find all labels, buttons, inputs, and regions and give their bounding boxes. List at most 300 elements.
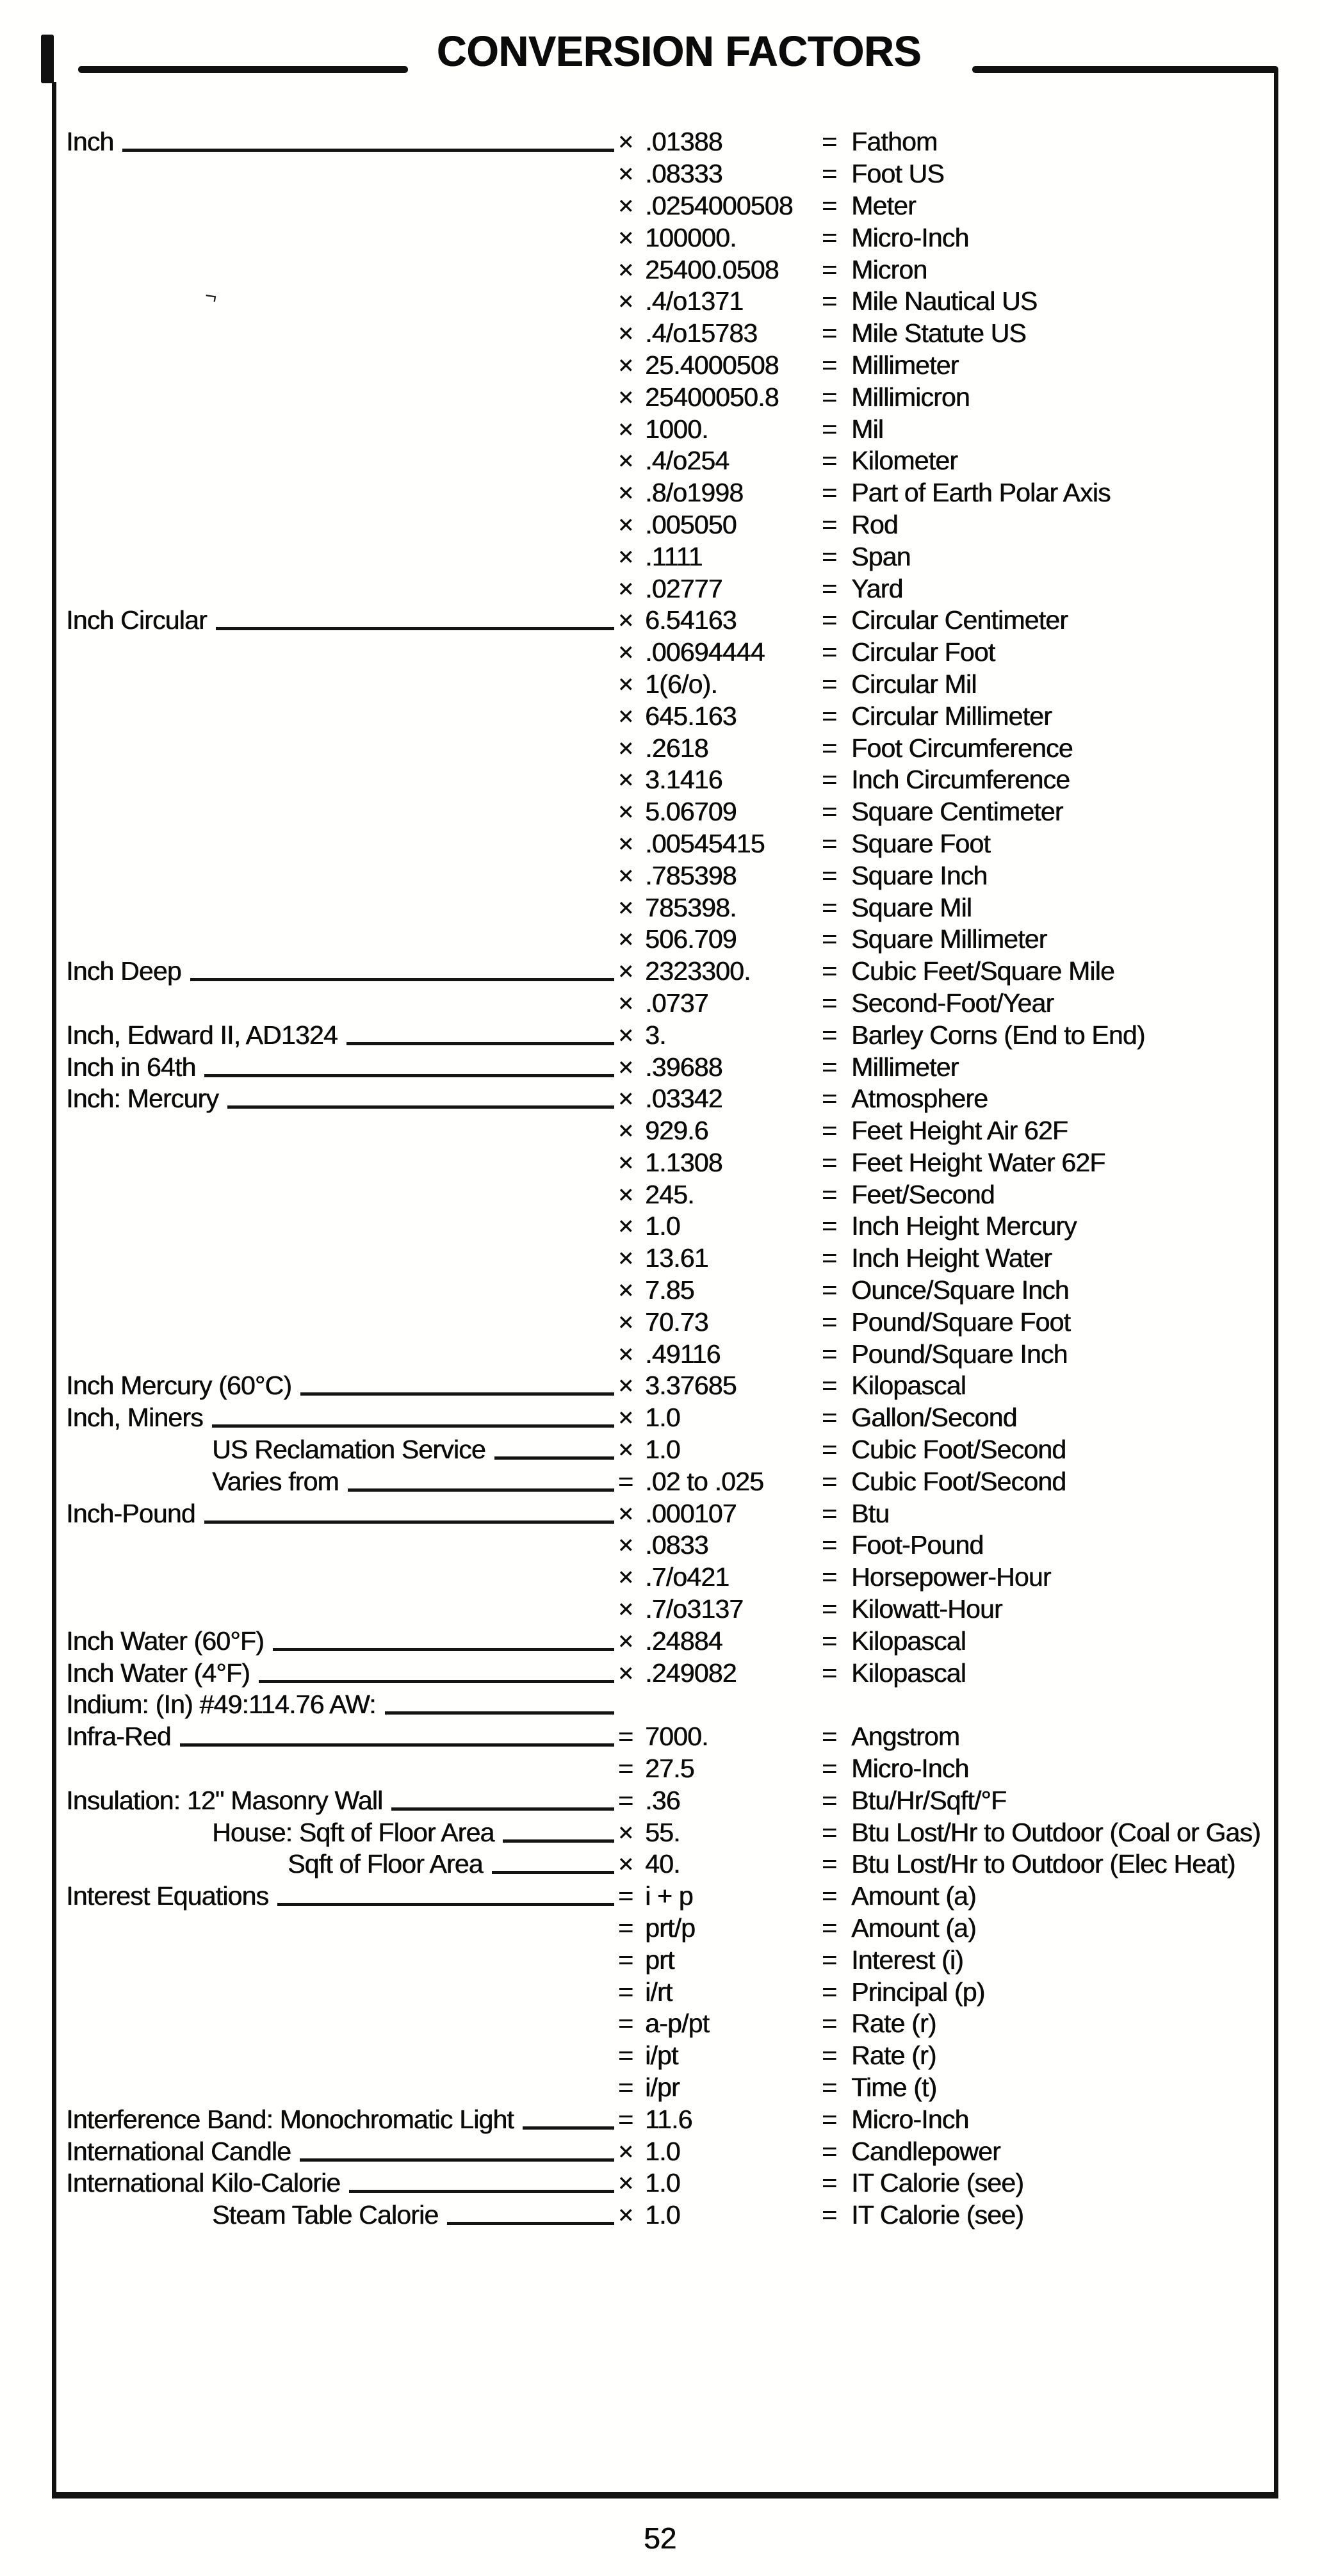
factor-value: .4/o254 xyxy=(645,446,729,476)
result-unit: Square Inch xyxy=(851,860,988,890)
leader-line xyxy=(75,1276,614,1300)
factor-operator: = xyxy=(618,1881,633,1911)
equals-sign: = xyxy=(822,2168,837,2198)
leader-line xyxy=(391,1787,614,1811)
factor-operator: × xyxy=(618,988,633,1018)
leader-line xyxy=(346,1022,614,1045)
result-cell xyxy=(822,1339,1270,1369)
equals-sign: = xyxy=(822,1371,837,1401)
table-row xyxy=(66,988,1270,1020)
result-unit: Btu Lost/Hr to Outdoor (Coal or Gas) xyxy=(851,1817,1260,1847)
equals-sign: = xyxy=(822,669,837,699)
table-row xyxy=(66,796,1270,828)
leader-line xyxy=(349,2169,614,2193)
factor-cell xyxy=(618,191,822,221)
factor-cell xyxy=(618,829,822,859)
table-row xyxy=(66,573,1270,605)
table-row xyxy=(66,732,1270,764)
result-unit: Millimeter xyxy=(851,1052,959,1082)
leader-line xyxy=(300,1372,614,1396)
factor-cell xyxy=(618,478,822,508)
table-row xyxy=(66,2135,1270,2167)
factor-value: .01388 xyxy=(645,127,722,157)
equals-sign: = xyxy=(822,1116,837,1146)
result-unit: Micro-Inch xyxy=(851,222,969,252)
result-cell xyxy=(822,1084,1270,1114)
factor-operator: × xyxy=(618,892,633,922)
table-row xyxy=(66,1848,1270,1880)
equals-sign: = xyxy=(822,2136,837,2166)
result-unit: IT Calorie (see) xyxy=(851,2168,1023,2198)
factor-cell xyxy=(618,1339,822,1369)
table-row xyxy=(66,1721,1270,1753)
result-unit: Foot US xyxy=(851,159,944,189)
result-unit: Foot-Pound xyxy=(851,1530,984,1560)
equals-sign: = xyxy=(822,605,837,635)
result-cell xyxy=(822,1722,1270,1752)
result-unit: Mile Nautical US xyxy=(851,286,1038,316)
table-row xyxy=(66,764,1270,796)
factor-value: .39688 xyxy=(645,1052,722,1082)
factor-operator: × xyxy=(618,1658,633,1688)
factor-cell xyxy=(618,159,822,189)
result-cell xyxy=(822,1467,1270,1497)
leader-line xyxy=(75,320,614,343)
equals-sign: = xyxy=(822,1530,837,1560)
factor-operator: × xyxy=(618,1052,633,1082)
result-unit: Foot Circumference xyxy=(851,733,1073,763)
result-unit: Span xyxy=(851,541,911,571)
result-unit: Cubic Foot/Second xyxy=(851,1466,1066,1496)
factor-value: 2323300. xyxy=(645,956,751,986)
factor-operator: × xyxy=(618,1403,633,1433)
factor-cell xyxy=(618,382,822,412)
table-row xyxy=(66,1976,1270,2008)
equals-sign: = xyxy=(822,286,837,316)
equals-sign: = xyxy=(822,446,837,476)
factor-cell xyxy=(618,2009,822,2039)
table-row xyxy=(66,1083,1270,1115)
factor-cell xyxy=(618,350,822,380)
factor-cell xyxy=(618,1116,822,1146)
equals-sign: = xyxy=(822,1084,837,1114)
equals-sign: = xyxy=(822,1626,837,1656)
table-row xyxy=(66,2167,1270,2199)
result-cell xyxy=(822,159,1270,189)
factor-operator: = xyxy=(618,2073,633,2102)
table-row xyxy=(66,381,1270,413)
result-unit: Kilopascal xyxy=(851,1626,966,1656)
result-cell xyxy=(822,1116,1270,1146)
result-unit: Circular Mil xyxy=(851,669,977,699)
table-row xyxy=(66,1019,1270,1051)
leader-line xyxy=(75,1308,614,1332)
leader-line xyxy=(75,575,614,599)
result-cell xyxy=(822,1626,1270,1656)
row-label: Inch Mercury (60°C) xyxy=(66,1371,292,1401)
leader-line xyxy=(190,958,614,981)
table-row xyxy=(66,1306,1270,1338)
factor-operator: × xyxy=(618,382,633,412)
leader-line xyxy=(277,1882,614,1906)
factor-operator: = xyxy=(618,1466,633,1496)
result-unit: Feet Height Air 62F xyxy=(851,1116,1068,1146)
equals-sign: = xyxy=(822,509,837,539)
factor-cell xyxy=(618,733,822,763)
result-cell xyxy=(822,605,1270,635)
equals-sign: = xyxy=(822,797,837,827)
leader-line xyxy=(75,830,614,854)
factor-operator: × xyxy=(618,446,633,476)
row-label: Interference Band: Monochromatic Light xyxy=(66,2104,514,2134)
result-unit: Atmosphere xyxy=(851,1084,988,1114)
factor-value: 645.163 xyxy=(645,701,737,731)
equals-sign: = xyxy=(822,2041,837,2071)
factor-cell xyxy=(618,255,822,285)
equals-sign: = xyxy=(822,1211,837,1241)
factor-value: 1.0 xyxy=(645,2136,680,2166)
factor-operator: × xyxy=(618,1435,633,1465)
stray-scan-mark: ¬ xyxy=(203,283,219,309)
result-cell xyxy=(822,191,1270,221)
table-row xyxy=(66,222,1270,254)
factor-cell xyxy=(618,1435,822,1465)
leader-line xyxy=(204,1054,614,1077)
table-row xyxy=(66,541,1270,573)
result-cell xyxy=(822,1945,1270,1975)
equals-sign: = xyxy=(822,1179,837,1209)
leader-line xyxy=(523,2106,614,2130)
factor-operator: × xyxy=(618,701,633,731)
leader-line xyxy=(75,894,614,918)
result-unit: Millimeter xyxy=(851,350,959,380)
factor-value: .8/o1998 xyxy=(645,478,744,508)
factor-value: 506.709 xyxy=(645,924,737,954)
table-row xyxy=(66,1561,1270,1594)
factor-cell xyxy=(618,1754,822,1784)
result-unit: Square Centimeter xyxy=(851,797,1063,827)
result-cell xyxy=(822,861,1270,891)
factor-value: 100000. xyxy=(645,222,737,252)
result-cell xyxy=(822,2137,1270,2167)
result-cell xyxy=(822,414,1270,444)
result-cell xyxy=(822,1435,1270,1465)
factor-value: a-p/pt xyxy=(645,2009,710,2039)
factor-operator: × xyxy=(618,1626,633,1656)
table-row xyxy=(66,1784,1270,1816)
factor-value: .0254000508 xyxy=(645,190,793,220)
table-row xyxy=(66,509,1270,541)
leader-line xyxy=(75,2074,614,2098)
factor-operator: × xyxy=(618,956,633,986)
factor-value: prt xyxy=(645,1944,674,1975)
table-row xyxy=(66,1529,1270,1561)
leader-line xyxy=(300,2138,614,2162)
leader-line xyxy=(385,1691,614,1715)
result-cell xyxy=(822,2041,1270,2071)
table-row xyxy=(66,2072,1270,2104)
factor-value: 785398. xyxy=(645,892,737,922)
factor-value: 40. xyxy=(645,1849,680,1879)
factor-cell xyxy=(618,1020,822,1050)
factor-cell xyxy=(618,2073,822,2103)
result-cell xyxy=(822,1977,1270,2007)
table-row xyxy=(66,1243,1270,1275)
leader-line xyxy=(75,862,614,886)
factor-value: i/pr xyxy=(645,2073,680,2102)
factor-operator: × xyxy=(618,1211,633,1241)
factor-cell xyxy=(618,861,822,891)
table-row xyxy=(66,1338,1270,1370)
result-unit: Rod xyxy=(851,509,898,539)
result-cell xyxy=(822,956,1270,986)
table-row xyxy=(66,445,1270,477)
result-cell xyxy=(822,1849,1270,1879)
leader-line xyxy=(259,1659,614,1683)
equals-sign: = xyxy=(822,1052,837,1082)
equals-sign: = xyxy=(822,1785,837,1815)
factor-operator: = xyxy=(618,2104,633,2134)
factor-cell xyxy=(618,446,822,476)
factor-value: 55. xyxy=(645,1817,680,1847)
factor-cell xyxy=(618,1530,822,1560)
leader-line xyxy=(75,1563,614,1587)
table-row xyxy=(66,254,1270,286)
leader-line xyxy=(75,735,614,758)
leader-line xyxy=(180,1723,614,1747)
factor-value: .7/o421 xyxy=(645,1562,729,1592)
result-unit: Micro-Inch xyxy=(851,2104,969,2134)
factor-value: 3. xyxy=(645,1020,666,1050)
factor-cell xyxy=(618,127,822,157)
leader-line xyxy=(122,128,614,152)
result-unit: Square Foot xyxy=(851,828,990,858)
factor-value: 1.0 xyxy=(645,1435,680,1465)
table-row xyxy=(66,1753,1270,1785)
table-row xyxy=(66,1178,1270,1211)
row-label: Inch, Miners xyxy=(66,1403,203,1433)
result-cell xyxy=(822,286,1270,316)
factor-operator: × xyxy=(618,1275,633,1305)
row-label: Inch Circular xyxy=(66,605,207,635)
factor-cell xyxy=(618,1243,822,1273)
result-cell xyxy=(822,1371,1270,1401)
factor-value: .03342 xyxy=(645,1084,722,1114)
result-cell xyxy=(822,1499,1270,1529)
table-row xyxy=(66,1944,1270,1976)
leader-line xyxy=(75,2042,614,2066)
result-unit: Btu/Hr/Sqft/°F xyxy=(851,1785,1007,1815)
table-row xyxy=(66,1465,1270,1497)
equals-sign: = xyxy=(822,1498,837,1528)
equals-sign: = xyxy=(822,2009,837,2039)
factor-value: .005050 xyxy=(645,509,737,539)
factor-value: .02777 xyxy=(645,573,722,603)
leader-line xyxy=(75,1595,614,1619)
equals-sign: = xyxy=(822,350,837,380)
row-label: House: Sqft of Floor Area xyxy=(212,1817,494,1847)
table-row xyxy=(66,350,1270,382)
row-label: Inch in 64th xyxy=(66,1052,196,1082)
factor-value: 1.0 xyxy=(645,1403,680,1433)
leader-line xyxy=(75,479,614,503)
equals-sign: = xyxy=(822,1754,837,1784)
result-cell xyxy=(822,701,1270,731)
factor-operator: = xyxy=(618,2041,633,2071)
result-cell xyxy=(822,1052,1270,1082)
result-unit: Fathom xyxy=(851,127,938,157)
factor-cell xyxy=(618,1722,822,1752)
result-unit: Barley Corns (End to End) xyxy=(851,1020,1145,1050)
leader-line xyxy=(227,1085,614,1109)
table-row xyxy=(66,2103,1270,2135)
leader-line xyxy=(273,1627,614,1651)
factor-value: 3.37685 xyxy=(645,1371,737,1401)
result-unit: Second-Foot/Year xyxy=(851,988,1054,1018)
factor-operator: × xyxy=(618,1116,633,1146)
table-row xyxy=(66,413,1270,445)
factor-value: .36 xyxy=(645,1785,680,1815)
leader-line xyxy=(348,1468,614,1492)
result-unit: Kilopascal xyxy=(851,1658,966,1688)
equals-sign: = xyxy=(822,1435,837,1465)
row-label: Interest Equations xyxy=(66,1881,269,1911)
factor-value: .02 to .025 xyxy=(645,1466,763,1496)
leader-line xyxy=(75,224,614,248)
equals-sign: = xyxy=(822,159,837,189)
factor-operator: × xyxy=(618,765,633,795)
table-row xyxy=(66,190,1270,222)
factor-operator: × xyxy=(618,860,633,890)
table-row xyxy=(66,126,1270,158)
factor-operator: × xyxy=(618,254,633,284)
result-unit: Square Millimeter xyxy=(851,924,1047,954)
result-cell xyxy=(822,1307,1270,1337)
result-unit: Kilowatt-Hour xyxy=(851,1594,1002,1624)
factor-cell xyxy=(618,1945,822,1975)
factor-operator: × xyxy=(618,573,633,603)
result-cell xyxy=(822,1594,1270,1624)
leader-line xyxy=(75,1531,614,1555)
equals-sign: = xyxy=(822,318,837,348)
result-unit: Inch Circumference xyxy=(851,765,1070,795)
factor-value: .24884 xyxy=(645,1626,722,1656)
row-label: Inch Deep xyxy=(66,956,181,986)
result-unit: Mile Statute US xyxy=(851,318,1026,348)
factor-cell xyxy=(618,701,822,731)
result-cell xyxy=(822,223,1270,253)
factor-value: 245. xyxy=(645,1179,694,1209)
equals-sign: = xyxy=(822,1594,837,1624)
result-cell xyxy=(822,2009,1270,2039)
leader-line xyxy=(75,703,614,726)
result-cell xyxy=(822,2200,1270,2230)
result-unit: Angstrom xyxy=(851,1722,960,1752)
leader-line xyxy=(75,990,614,1013)
factor-operator: = xyxy=(618,1944,633,1975)
factor-operator: × xyxy=(618,222,633,252)
leader-line xyxy=(75,1181,614,1205)
factor-operator: × xyxy=(618,1594,633,1624)
result-cell xyxy=(822,1562,1270,1592)
factor-cell xyxy=(618,1594,822,1624)
result-cell xyxy=(822,1913,1270,1943)
factor-operator: × xyxy=(618,541,633,571)
result-unit: Feet/Second xyxy=(851,1179,995,1209)
equals-sign: = xyxy=(822,2073,837,2102)
result-cell xyxy=(822,478,1270,508)
factor-operator: × xyxy=(618,924,633,954)
leader-line xyxy=(216,607,614,630)
factor-cell xyxy=(618,1052,822,1082)
result-unit: Ounce/Square Inch xyxy=(851,1275,1069,1305)
equals-sign: = xyxy=(822,1466,837,1496)
table-row xyxy=(66,860,1270,892)
page-number: 52 xyxy=(643,2522,677,2555)
equals-sign: = xyxy=(822,382,837,412)
table-row xyxy=(66,283,1270,318)
row-label: Steam Table Calorie xyxy=(212,2200,439,2230)
leader-line xyxy=(447,2201,614,2225)
equals-sign: = xyxy=(822,254,837,284)
leader-line xyxy=(75,256,614,280)
table-row xyxy=(66,1370,1270,1402)
factor-cell xyxy=(618,1881,822,1911)
equals-sign: = xyxy=(822,1817,837,1847)
result-cell xyxy=(822,1148,1270,1178)
table-row xyxy=(66,1275,1270,1307)
equals-sign: = xyxy=(822,1275,837,1305)
result-cell xyxy=(822,1020,1270,1050)
result-cell xyxy=(822,765,1270,795)
table-row xyxy=(66,1051,1270,1083)
table-row xyxy=(66,158,1270,190)
equals-sign: = xyxy=(822,478,837,508)
factor-value: 25400.0508 xyxy=(645,254,779,284)
equals-sign: = xyxy=(822,1913,837,1943)
leader-line xyxy=(75,447,614,471)
equals-sign: = xyxy=(822,860,837,890)
leader-line xyxy=(75,288,614,311)
table-row xyxy=(66,1211,1270,1243)
factor-cell xyxy=(618,605,822,635)
table-row xyxy=(66,1689,1270,1721)
equals-sign: = xyxy=(822,1849,837,1879)
factor-value: prt/p xyxy=(645,1913,696,1943)
leader-line xyxy=(492,1850,614,1874)
factor-operator: × xyxy=(618,350,633,380)
result-unit: Gallon/Second xyxy=(851,1403,1017,1433)
result-unit: Rate (r) xyxy=(851,2041,936,2071)
result-cell xyxy=(822,669,1270,699)
factor-operator: × xyxy=(618,286,633,316)
result-cell xyxy=(822,1275,1270,1305)
factor-operator: × xyxy=(618,1562,633,1592)
factor-cell xyxy=(618,1467,822,1497)
factor-value: 1.1308 xyxy=(645,1147,722,1177)
factor-value: 13.61 xyxy=(645,1243,708,1273)
factor-value: 70.73 xyxy=(645,1307,708,1337)
row-label: US Reclamation Service xyxy=(212,1435,485,1465)
table-row xyxy=(66,2040,1270,2072)
factor-cell xyxy=(618,1499,822,1529)
factor-value: .249082 xyxy=(645,1658,737,1688)
equals-sign: = xyxy=(822,892,837,922)
row-label: Inch Water (4°F) xyxy=(66,1658,250,1688)
result-unit: Rate (r) xyxy=(851,2009,936,2039)
table-row xyxy=(66,1912,1270,1944)
equals-sign: = xyxy=(822,1944,837,1975)
